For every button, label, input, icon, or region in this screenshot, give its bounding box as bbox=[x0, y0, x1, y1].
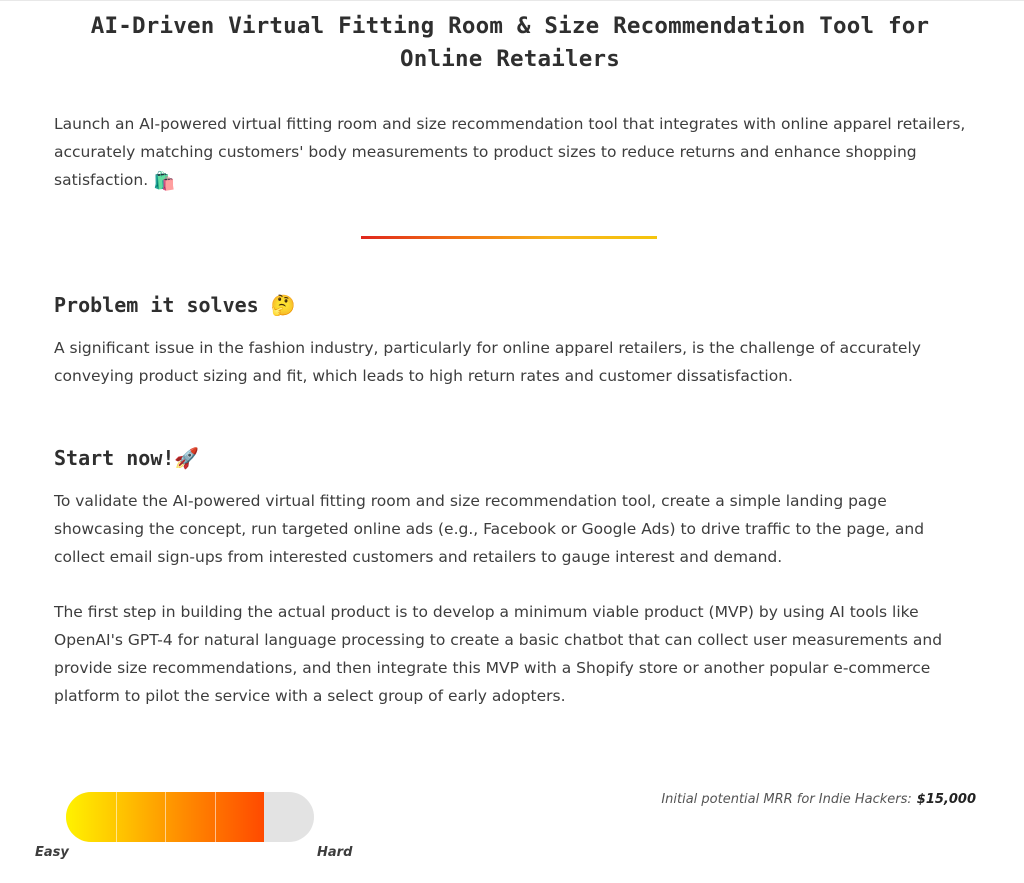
problem-heading bbox=[54, 290, 296, 320]
difficulty-meter-segment-divider bbox=[215, 792, 216, 842]
top-border bbox=[0, 0, 1024, 1]
difficulty-hard-label: Hard bbox=[317, 845, 353, 860]
section-divider bbox=[361, 236, 657, 239]
intro-paragraph bbox=[54, 110, 969, 196]
mrr-estimate bbox=[661, 792, 976, 807]
mrr-value: $15,000 bbox=[916, 792, 976, 807]
intro-text: Launch an AI-powered virtual fitting room and size recommendation tool that integrates with online apparel retailers, accurately matching customers' body measurements to product sizes to reduce returns and enhance shopping satisfaction. bbox=[54, 115, 966, 189]
shopping-bags-icon: 🛍️ bbox=[153, 171, 176, 192]
problem-heading-text: Problem it solves bbox=[54, 293, 259, 317]
start-heading-text: Start now! bbox=[54, 446, 175, 470]
rocket-icon: 🚀 bbox=[174, 446, 200, 470]
mrr-label: Initial potential MRR for Indie Hackers: bbox=[661, 792, 912, 807]
difficulty-meter bbox=[66, 792, 314, 842]
start-heading bbox=[54, 443, 199, 473]
page-title: AI-Driven Virtual Fitting Room & Size Recommendation Tool for Online Retailers bbox=[90, 13, 930, 72]
problem-paragraph: A significant issue in the fashion industry, particularly for online apparel retailers, is the challenge of accurately conveying product sizing and fit, which leads to high return rates and customer dissatisfaction. bbox=[54, 339, 921, 385]
difficulty-meter-segment-divider bbox=[116, 792, 117, 842]
start-paragraph-1: To validate the AI-powered virtual fitting room and size recommendation tool, create a simple landing page showcasing the concept, run targeted online ads (e.g., Facebook or Google Ads) to drive traffic to the page, and collect email sign-ups from interested customers and retailers to gauge interest and demand. bbox=[54, 492, 925, 566]
difficulty-meter-segment-divider bbox=[165, 792, 166, 842]
thinking-face-icon: 🤔 bbox=[270, 293, 296, 317]
difficulty-easy-label: Easy bbox=[35, 845, 69, 860]
start-paragraph-2: The first step in building the actual product is to develop a minimum viable product (MVP) by using AI tools like OpenAI's GPT-4 for natural language processing to create a basic chatbot that can collect user measurements and provide size recommendations, and then integrate this MVP with a Shopify store or another popular e-commerce platform to pilot the service with a select group of early adopters. bbox=[54, 603, 943, 705]
